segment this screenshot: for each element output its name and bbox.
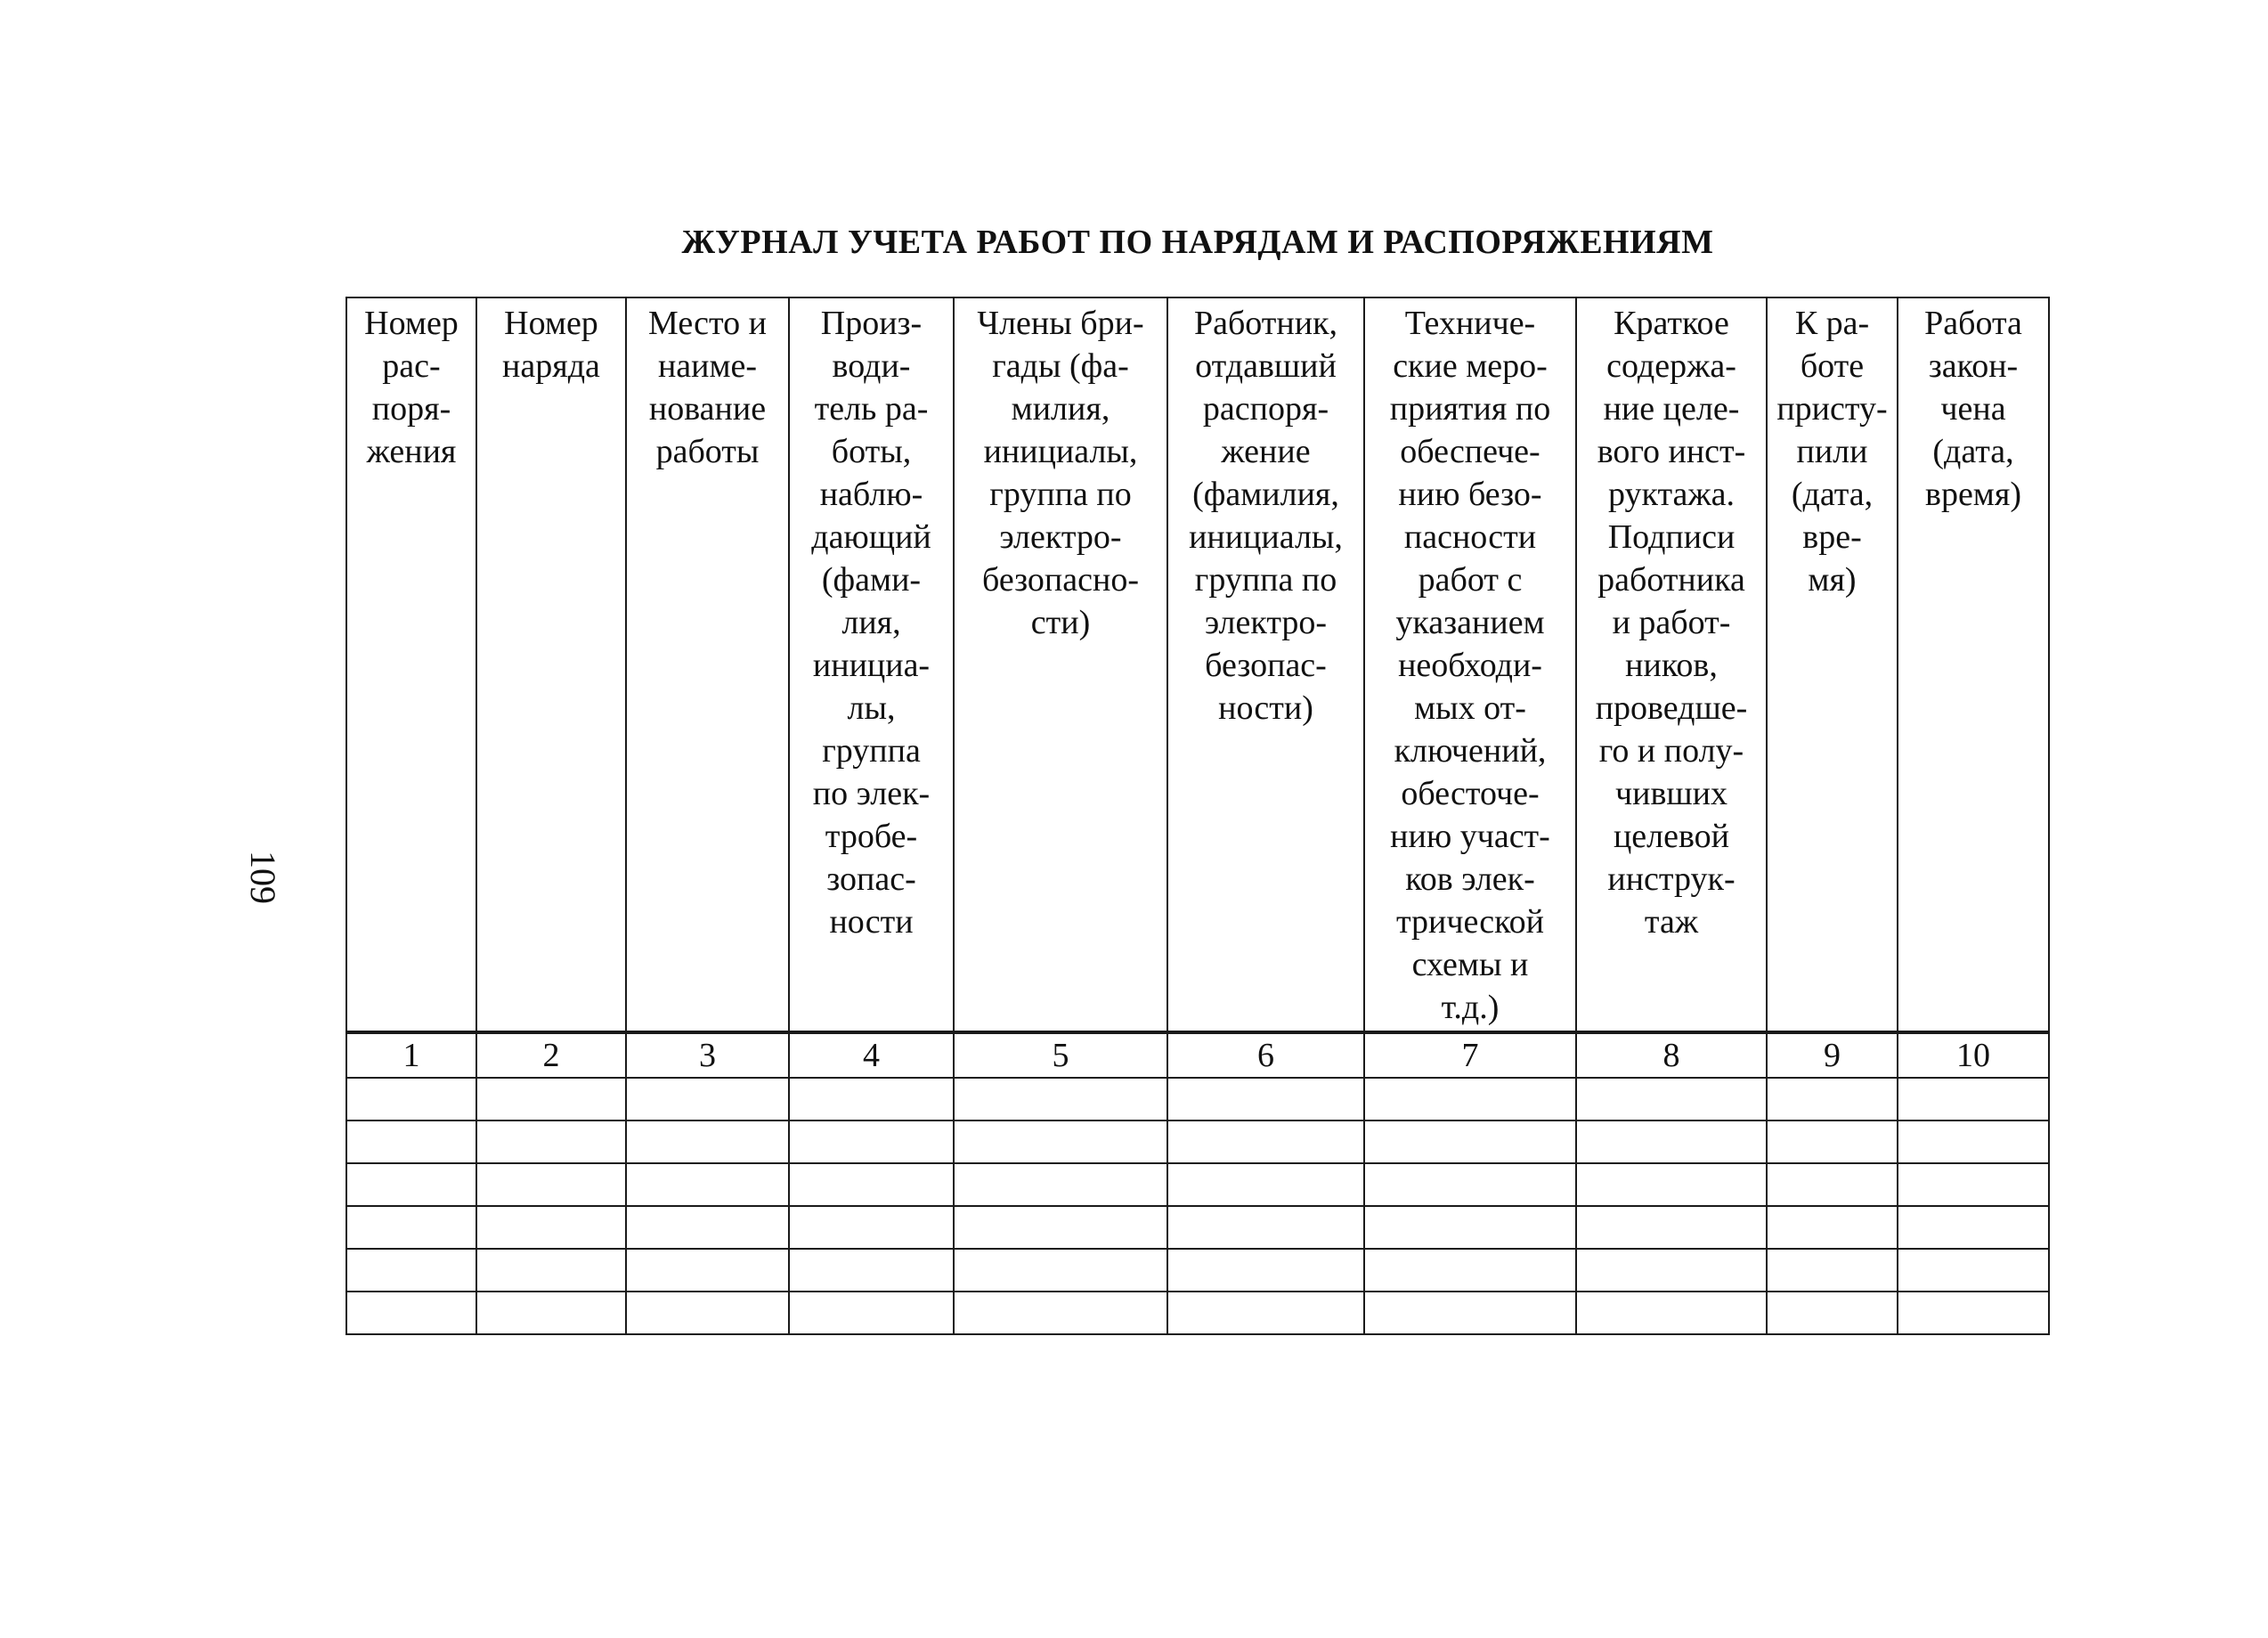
table-cell <box>476 1078 626 1121</box>
table-cell <box>954 1292 1167 1334</box>
table-cell <box>626 1163 789 1206</box>
table-cell <box>476 1292 626 1334</box>
column-number: 8 <box>1576 1032 1767 1078</box>
table-cell <box>1767 1163 1898 1206</box>
table-row <box>346 1163 2049 1206</box>
table-cell <box>1898 1249 2049 1292</box>
header-text: Произ- води- тель ра- боты, наблю- дающий (фами- лия, инициа- лы, группа по элек- тробе- зопас- ности <box>811 305 931 941</box>
table-cell <box>1576 1249 1767 1292</box>
table-cell <box>1167 1163 1364 1206</box>
table-cell <box>1576 1206 1767 1249</box>
header-text: Номер наряда <box>502 305 600 385</box>
table-cell <box>346 1206 476 1249</box>
table-cell <box>1167 1121 1364 1163</box>
header-text: Техниче- ские меро- приятия по обеспече- нию безо- пасности работ с указанием необходи- мых от- ключений, обесточе- нию участ- ков элек- трической схемы и т.д.) <box>1389 305 1551 1026</box>
table-cell <box>1767 1078 1898 1121</box>
header-text: Номер рас- поря- жения <box>364 305 459 470</box>
table-cell <box>346 1292 476 1334</box>
table-cell <box>954 1078 1167 1121</box>
table-cell <box>1898 1163 2049 1206</box>
table-cell <box>476 1249 626 1292</box>
table-cell <box>346 1249 476 1292</box>
column-number: 1 <box>346 1032 476 1078</box>
header-cell <box>1767 297 1898 1032</box>
table-cell <box>789 1249 954 1292</box>
table-cell <box>789 1121 954 1163</box>
table-row <box>346 1249 2049 1292</box>
table-cell <box>954 1206 1167 1249</box>
table-cell <box>1576 1163 1767 1206</box>
header-cell <box>954 297 1167 1032</box>
column-number: 7 <box>1364 1032 1576 1078</box>
table-cell <box>476 1121 626 1163</box>
table-cell <box>954 1163 1167 1206</box>
header-text: Место и наиме- нование работы <box>648 305 767 470</box>
table-cell <box>1576 1121 1767 1163</box>
table-cell <box>626 1078 789 1121</box>
table-cell <box>1767 1292 1898 1334</box>
column-number: 4 <box>789 1032 954 1078</box>
table-cell <box>789 1292 954 1334</box>
header-text: Работник, отдавший распоря- жение (фамилия, инициалы, группа по электро- безопас- ности) <box>1189 305 1343 727</box>
column-number: 3 <box>626 1032 789 1078</box>
table-row <box>346 1292 2049 1334</box>
column-number: 10 <box>1898 1032 2049 1078</box>
column-number: 5 <box>954 1032 1167 1078</box>
table-cell <box>1167 1249 1364 1292</box>
table-cell <box>1364 1163 1576 1206</box>
table-cell <box>1364 1292 1576 1334</box>
header-row <box>346 297 2049 1032</box>
table-cell <box>1767 1121 1898 1163</box>
table-cell <box>789 1206 954 1249</box>
header-cell <box>476 297 626 1032</box>
table-cell <box>1364 1206 1576 1249</box>
table-cell <box>626 1292 789 1334</box>
column-number: 2 <box>476 1032 626 1078</box>
table-cell <box>1167 1206 1364 1249</box>
table-cell <box>1767 1206 1898 1249</box>
table-cell <box>626 1249 789 1292</box>
table-cell <box>476 1206 626 1249</box>
table-row <box>346 1121 2049 1163</box>
table-cell <box>1364 1121 1576 1163</box>
table-cell <box>1767 1249 1898 1292</box>
table-cell <box>954 1249 1167 1292</box>
column-number: 6 <box>1167 1032 1364 1078</box>
table-cell <box>1167 1292 1364 1334</box>
table-cell <box>954 1121 1167 1163</box>
journal-table <box>345 297 2050 1335</box>
column-number-row <box>346 1032 2049 1078</box>
header-cell <box>346 297 476 1032</box>
table-cell <box>1898 1121 2049 1163</box>
table-cell <box>626 1121 789 1163</box>
table-cell <box>346 1078 476 1121</box>
column-number: 9 <box>1767 1032 1898 1078</box>
table-cell <box>1364 1078 1576 1121</box>
table-cell <box>1576 1292 1767 1334</box>
header-text: Члены бри- гады (фа- милия, инициалы, группа по электро- безопасно- сти) <box>977 305 1144 641</box>
table-cell <box>789 1163 954 1206</box>
table-cell <box>626 1206 789 1249</box>
page-number: 109 <box>243 851 283 904</box>
header-text: К ра- боте присту- пили (дата, вре- мя) <box>1776 305 1888 599</box>
document-title: ЖУРНАЛ УЧЕТА РАБОТ ПО НАРЯДАМ И РАСПОРЯЖЕНИЯМ <box>681 224 1714 261</box>
table-row <box>346 1206 2049 1249</box>
table-cell <box>1167 1078 1364 1121</box>
header-cell <box>1167 297 1364 1032</box>
header-cell <box>626 297 789 1032</box>
header-cell <box>1576 297 1767 1032</box>
header-text: Краткое содержа- ние целе- вого инст- руктажа. Подписи работника и работ- ников, проведше- го и полу- чивших целевой инструк- таж <box>1595 305 1748 941</box>
table-cell <box>789 1078 954 1121</box>
table-cell <box>346 1121 476 1163</box>
header-cell <box>1364 297 1576 1032</box>
table-cell <box>1576 1078 1767 1121</box>
table-cell <box>346 1163 476 1206</box>
header-cell <box>1898 297 2049 1032</box>
header-cell <box>789 297 954 1032</box>
table-cell <box>1898 1206 2049 1249</box>
table-row <box>346 1078 2049 1121</box>
table-cell <box>1898 1292 2049 1334</box>
header-text: Работа закон- чена (дата, время) <box>1924 305 2022 513</box>
table-cell <box>1364 1249 1576 1292</box>
table-cell <box>1898 1078 2049 1121</box>
table-cell <box>476 1163 626 1206</box>
